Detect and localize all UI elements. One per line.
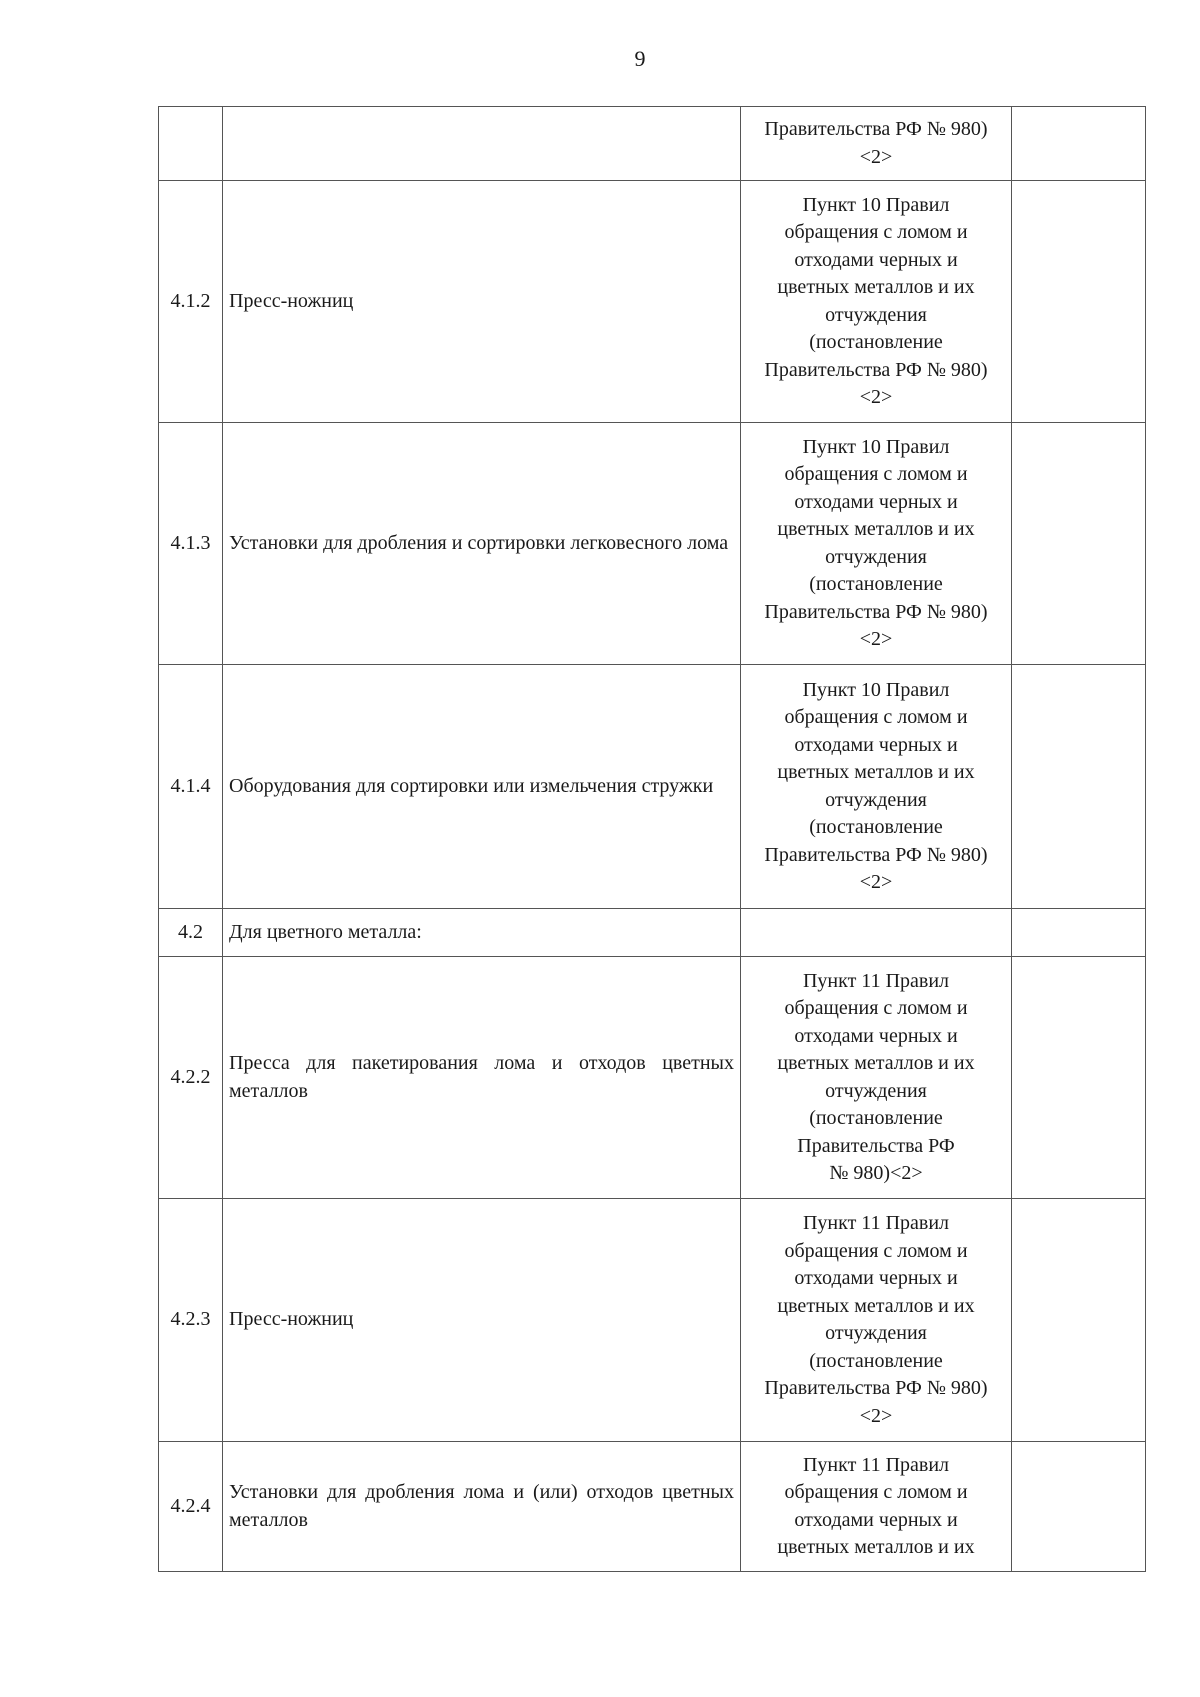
item-number: 4.2.4 [159,1442,223,1572]
legal-basis-line: обращения с ломом и [784,463,968,485]
legal-basis-line: отходами черных и [794,490,958,513]
notes-cell [1012,181,1146,423]
legal-basis-line: (постановление [809,1107,943,1129]
legal-basis-line: Правительства РФ № 980) [764,843,988,866]
legal-basis-line: отчуждения [825,303,927,326]
legal-basis [741,665,1012,909]
legal-basis-line: обращения с ломом и [784,221,968,243]
table-row [159,181,1146,423]
table-row [159,957,1146,1199]
legal-basis-line: отходами черных и [794,248,958,271]
notes-cell [1012,1442,1146,1572]
legal-basis-line: отходами черных и [794,733,958,756]
legal-basis-line: Пункт 11 Правил [802,969,950,992]
item-number: 4.1.2 [159,181,223,423]
table-row [159,665,1146,909]
legal-basis-line: отходами черных и [794,1508,958,1531]
item-number: 4.2.2 [159,957,223,1199]
legal-basis-line: <2> [859,1404,893,1427]
notes-cell [1012,665,1146,909]
legal-basis-line: <2> [859,386,893,408]
page-number: 9 [634,46,646,71]
table-body [159,107,1146,1572]
table-row [159,1199,1146,1442]
equipment-name: Установки для дробления и сортировки легковесного лома [223,423,741,665]
legal-basis-line: Правительства РФ № 980) [764,1377,988,1399]
legal-basis-line: <2> [859,871,893,893]
legal-basis-line: отчуждения [825,1079,927,1102]
legal-basis-line: № 980)<2> [829,1162,923,1184]
legal-basis-line: Пункт 11 Правил [802,1212,950,1234]
legal-basis-line: цветных металлов и их [777,1294,975,1317]
table-row [159,909,1146,957]
equipment-name: Установки для дробления лома и (или) отходов цветных металлов [223,1442,741,1572]
legal-basis-line: (постановление [809,1349,943,1372]
notes-cell [1012,1199,1146,1442]
table-row [159,107,1146,181]
legal-basis-line: отчуждения [825,545,927,568]
legal-basis [741,107,1012,181]
item-number: 4.2.3 [159,1199,223,1442]
legal-basis [741,181,1012,423]
equipment-name: Для цветного металла: [223,909,741,957]
legal-basis-line: (постановление [809,573,943,595]
notes-cell [1012,909,1146,957]
legal-basis-line: цветных металлов и их [777,761,975,783]
equipment-name: Пресса для пакетирования лома и отходов цветных металлов [223,957,741,1199]
legal-basis-line: Пункт 10 Правил [802,435,950,458]
legal-basis-line: <2> [859,145,893,168]
legal-basis-line: <2> [859,628,893,650]
legal-basis [741,1442,1012,1572]
equipment-name: Пресс-ножниц [223,1199,741,1442]
legal-basis-line: Правительства РФ № 980) [764,358,988,381]
legal-basis-line: цветных металлов и их [777,518,975,540]
legal-basis-line: обращения с ломом и [784,997,968,1019]
legal-basis-line: отходами черных и [794,1024,958,1047]
legal-basis-line: отчуждения [825,788,927,811]
legal-basis-line: отходами черных и [794,1267,958,1289]
legal-basis [741,423,1012,665]
equipment-name [223,107,741,181]
legal-basis-line: Правительства РФ № 980) [764,118,988,140]
legal-basis-line: цветных металлов и их [777,276,975,298]
legal-basis-line: Пункт 10 Правил [802,193,950,216]
notes-cell [1012,107,1146,181]
equipment-name: Пресс-ножниц [223,181,741,423]
legal-basis-line: обращения с ломом и [784,1239,968,1262]
legal-basis-line: (постановление [809,816,943,838]
legal-basis-line: Правительства РФ № 980) [764,600,988,623]
notes-cell [1012,423,1146,665]
legal-basis-line: обращения с ломом и [784,1481,968,1503]
legal-basis-line: (постановление [809,331,943,353]
legal-basis [741,909,1012,957]
equipment-name: Оборудования для сортировки или измельчения стружки [223,665,741,909]
legal-basis [741,957,1012,1199]
legal-basis-line: обращения с ломом и [784,706,968,728]
legal-basis [741,1199,1012,1442]
legal-basis-line: цветных металлов и их [777,1052,975,1074]
legal-basis-line: Пункт 10 Правил [802,678,950,701]
legal-basis-line: цветных металлов и их [777,1536,975,1558]
item-number: 4.1.4 [159,665,223,909]
legal-basis-line: Пункт 11 Правил [802,1453,950,1476]
legal-basis-line: Правительства РФ [797,1134,955,1157]
item-number: 4.1.3 [159,423,223,665]
equipment-table [158,106,1146,1572]
notes-cell [1012,957,1146,1199]
legal-basis-line: отчуждения [825,1322,927,1344]
table-row [159,1442,1146,1572]
item-number [159,107,223,181]
item-number: 4.2 [159,909,223,957]
table-row [159,423,1146,665]
